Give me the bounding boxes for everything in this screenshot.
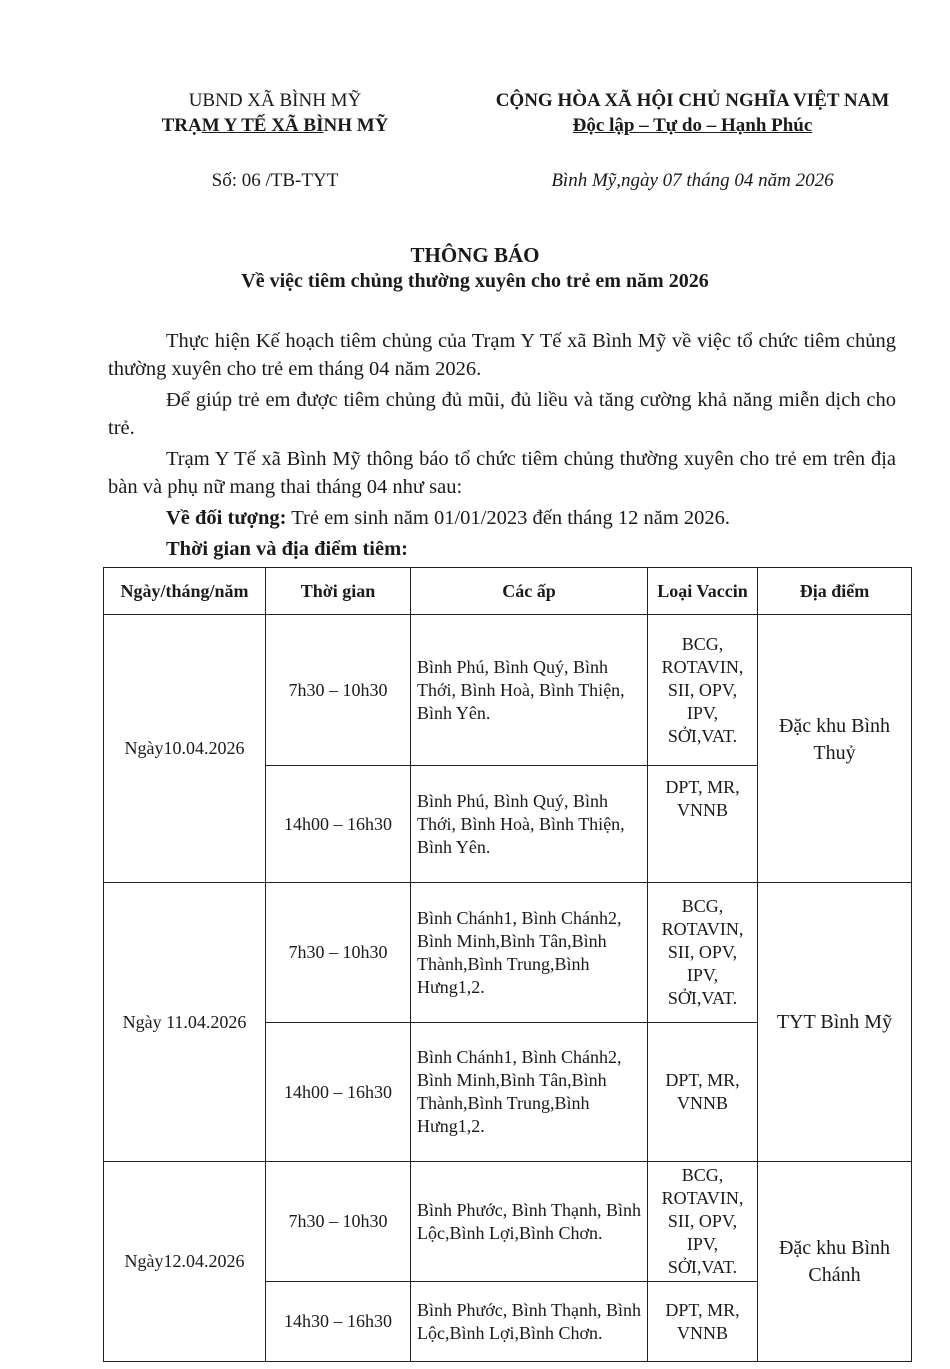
national-heading (455, 88, 930, 138)
table-row (104, 883, 912, 1023)
table-row (104, 615, 912, 766)
location-cell: Đặc khu Bình Thuỷ (758, 615, 912, 883)
agency-name: UBND XÃ BÌNH MỸ (188, 90, 362, 111)
document-date: Bình Mỹ,ngày 07 tháng 04 năm 2026 (551, 170, 834, 191)
header-vaccine-type: Loại Vaccin (648, 568, 758, 615)
header-time: Thời gian (266, 568, 411, 615)
issuer-block (110, 88, 440, 138)
vaccines-cell: DPT, MR, VNNB (648, 1023, 758, 1162)
hamlets-cell: Bình Phú, Bình Quý, Bình Thới, Bình Hoà, Bình Thiện, Bình Yên. (411, 766, 648, 883)
header-date: Ngày/tháng/năm (104, 568, 266, 615)
paragraph-target: Về đối tượng: Trẻ em sinh năm 01/01/2023 đến tháng 12 năm 2026. (166, 507, 731, 529)
vaccines-cell: DPT, MR, VNNB (648, 766, 758, 883)
date-cell: Ngày12.04.2026 (104, 1162, 266, 1362)
vaccines-cell: BCG, ROTAVIN, SII, OPV, IPV, SỞI,VAT. (648, 883, 758, 1023)
announcement-body (108, 327, 896, 566)
time-cell: 7h30 – 10h30 (266, 1162, 411, 1282)
national-motto: Độc lập – Tự do – Hạnh Phúc (572, 115, 813, 136)
unit-name: TRẠM Y TẾ XÃ BÌNH MỸ (161, 115, 389, 136)
hamlets-cell: Bình Phước, Bình Thạnh, Bình Lộc,Bình Lợi,Bình Chơn. (411, 1162, 648, 1282)
time-cell: 7h30 – 10h30 (266, 615, 411, 766)
location-cell: Đặc khu Bình Chánh (758, 1162, 912, 1362)
vaccines-cell: BCG, ROTAVIN, SII, OPV, IPV, SỞI,VAT. (648, 1162, 758, 1282)
page-subtitle: Về việc tiêm chủng thường xuyên cho trẻ em năm 2026 (241, 270, 709, 292)
header-location: Địa điểm (758, 568, 912, 615)
schedule-heading: Thời gian và địa điểm tiêm: (166, 538, 408, 560)
paragraph-announcement: Trạm Y Tế xã Bình Mỹ thông báo tổ chức tiêm chủng thường xuyên cho trẻ em trên địa bàn và phụ nữ mang thai tháng 04 như sau: (108, 448, 896, 498)
time-cell: 7h30 – 10h30 (266, 883, 411, 1023)
vaccination-schedule-table (103, 567, 912, 1362)
paragraph-purpose: Để giúp trẻ em được tiêm chủng đủ mũi, đủ liều và tăng cường khả năng miễn dịch cho trẻ. (108, 389, 896, 439)
date-cell: Ngày 11.04.2026 (104, 883, 266, 1162)
paragraph-plan: Thực hiện Kế hoạch tiêm chủng của Trạm Y Tế xã Bình Mỹ về việc tổ chức tiêm chủng thường xuyên cho trẻ em tháng 04 năm 2026. (108, 330, 896, 380)
hamlets-cell: Bình Chánh1, Bình Chánh2, Bình Minh,Bình Tân,Bình Thành,Bình Trung,Bình Hưng1,2. (411, 883, 648, 1023)
page-title: THÔNG BÁO (410, 243, 540, 267)
country-name: CỘNG HÒA XÃ HỘI CHỦ NGHĨA VIỆT NAM (495, 90, 890, 111)
time-cell: 14h30 – 16h30 (266, 1282, 411, 1362)
hamlets-cell: Bình Phước, Bình Thạnh, Bình Lộc,Bình Lợi,Bình Chơn. (411, 1282, 648, 1362)
vaccines-cell: DPT, MR, VNNB (648, 1282, 758, 1362)
hamlets-cell: Bình Phú, Bình Quý, Bình Thới, Bình Hoà, Bình Thiện, Bình Yên. (411, 615, 648, 766)
header-hamlets: Các ấp (411, 568, 648, 615)
location-cell: TYT Bình Mỹ (758, 883, 912, 1162)
table-row (104, 1162, 912, 1282)
time-cell: 14h00 – 16h30 (266, 766, 411, 883)
time-cell: 14h00 – 16h30 (266, 1023, 411, 1162)
date-cell: Ngày10.04.2026 (104, 615, 266, 883)
document-number: Số: 06 /TB-TYT (211, 170, 339, 191)
table-header-row (104, 568, 912, 615)
hamlets-cell: Bình Chánh1, Bình Chánh2, Bình Minh,Bình Tân,Bình Thành,Bình Trung,Bình Hưng1,2. (411, 1023, 648, 1162)
vaccines-cell: BCG, ROTAVIN, SII, OPV, IPV, SỞI,VAT. (648, 615, 758, 766)
